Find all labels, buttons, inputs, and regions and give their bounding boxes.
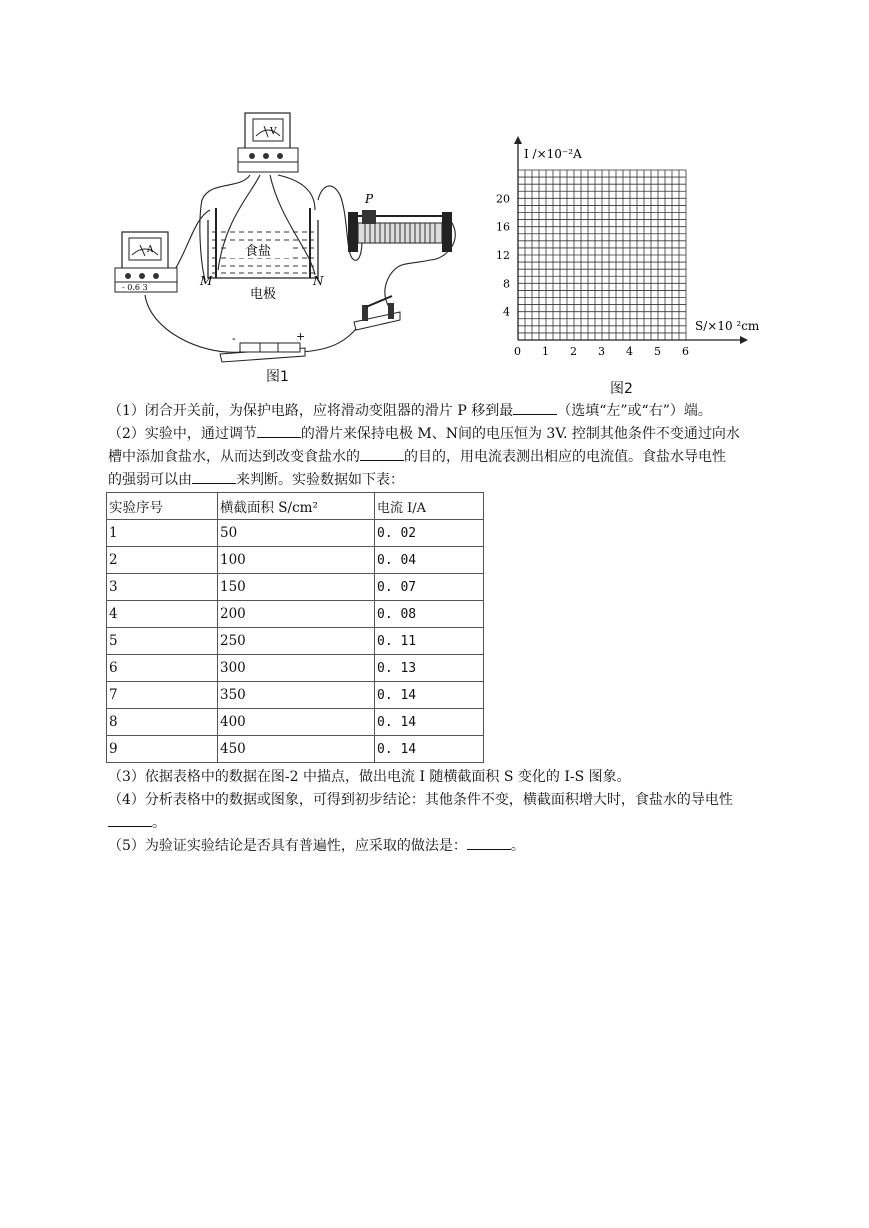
q2-text-b: 的滑片来保持电极 M、N间的电压恒为 3V. 控制其他条件不变通过向水 [300, 426, 740, 442]
table-cell: 2 [107, 547, 218, 574]
table-row [107, 547, 484, 574]
x-tick-label: 0 [514, 345, 521, 358]
header-cell: 实验序号 [107, 493, 218, 520]
table-cell: 100 [218, 547, 375, 574]
figure2-caption: 图2 [610, 381, 633, 397]
table-row [107, 655, 484, 682]
table-cell: 200 [218, 601, 375, 628]
table-cell: 0. 14 [375, 709, 484, 736]
header-cell: 横截面积 S/cm² [218, 493, 375, 520]
battery [220, 330, 305, 362]
table-cell: 0. 07 [375, 574, 484, 601]
table-cell: 0. 11 [375, 628, 484, 655]
switch [354, 296, 400, 330]
x-tick-label: 6 [682, 345, 689, 358]
figure2-grid-chart [490, 130, 780, 370]
header-cell: 电流 I/A [375, 493, 484, 520]
ammeter [115, 232, 177, 292]
q4-suffix: 。 [152, 815, 166, 831]
svg-text:N: N [313, 274, 324, 288]
q5-suffix: 。 [510, 838, 525, 854]
question-3 [108, 766, 631, 788]
question-4-line-1 [108, 789, 733, 811]
table-cell: 400 [218, 709, 375, 736]
question-2-line-1 [108, 423, 740, 445]
q1-suffix: （选填“左”或“右”）端。 [557, 403, 712, 419]
table-cell: 450 [218, 736, 375, 763]
salt-label: 食盐 [245, 244, 272, 259]
table-row [107, 682, 484, 709]
rheostat [348, 192, 452, 252]
x-tick-label: 3 [598, 345, 605, 358]
svg-text:- 0.6 3: - 0.6 3 [122, 283, 148, 292]
table-cell: 0. 14 [375, 682, 484, 709]
svg-text:A: A [147, 245, 154, 255]
table-row [107, 736, 484, 763]
table-cell: 5 [107, 628, 218, 655]
salt-water-tank [199, 208, 324, 302]
table-cell: 50 [218, 520, 375, 547]
data-table [106, 492, 484, 763]
x-axis-label: S/×10 ²cm [695, 319, 760, 333]
answer-blank[interactable] [257, 423, 301, 438]
table-cell: 150 [218, 574, 375, 601]
answer-blank[interactable] [360, 446, 404, 461]
table-cell: 350 [218, 682, 375, 709]
x-tick-label: 1 [542, 345, 549, 358]
svg-text:+: + [296, 330, 306, 343]
table-cell: 0. 13 [375, 655, 484, 682]
svg-text:-: - [232, 332, 236, 345]
table-row [107, 601, 484, 628]
table-cell: 3 [107, 574, 218, 601]
table-cell: 1 [107, 520, 218, 547]
question-4-line-2 [108, 812, 166, 834]
figure1-caption: 图1 [266, 369, 289, 385]
table-row [107, 520, 484, 547]
table-cell: 0. 04 [375, 547, 484, 574]
svg-text:M: M [200, 274, 213, 288]
q2-text-e: 的强弱可以由 [108, 472, 192, 488]
q2-text-a: （2）实验中，通过调节 [108, 426, 257, 442]
voltmeter [238, 113, 298, 173]
table-row [107, 709, 484, 736]
table-cell: 6 [107, 655, 218, 682]
question-1 [108, 400, 712, 422]
q2-text-c: 槽中添加食盐水，从而达到改变食盐水的 [108, 449, 360, 465]
y-tick-label: 4 [503, 305, 510, 319]
q2-text-d: 的目的，用电流表测出相应的电流值。食盐水导电性 [404, 449, 726, 465]
table-cell: 8 [107, 709, 218, 736]
answer-blank[interactable] [467, 835, 511, 850]
q1-text: （1）闭合开关前，为保护电路，应将滑动变阻器的滑片 P 移到最 [108, 403, 514, 419]
table-cell: 250 [218, 628, 375, 655]
x-tick-label: 4 [626, 345, 633, 358]
y-axis-label: I /×10⁻²A [524, 147, 582, 161]
table-cell: 7 [107, 682, 218, 709]
y-tick-label: 8 [503, 277, 510, 291]
svg-text:P: P [365, 192, 374, 206]
table-cell: 0. 08 [375, 601, 484, 628]
answer-blank[interactable] [108, 812, 152, 827]
question-5 [108, 835, 525, 857]
svg-text:V: V [270, 127, 277, 137]
circuit-diagram [100, 100, 480, 400]
q4-text: （4）分析表格中的数据或图象，可得到初步结论：其他条件不变，横截面积增大时，食盐水的导电性 [108, 792, 733, 808]
x-tick-label: 2 [570, 345, 577, 358]
table-row [107, 628, 484, 655]
x-tick-label: 5 [654, 345, 661, 358]
answer-blank[interactable] [192, 469, 236, 484]
q3-text: （3）依据表格中的数据在图-2 中描点，做出电流 I 随横截面积 S 变化的 I-S 图象。 [108, 769, 631, 785]
y-tick-label: 20 [496, 192, 510, 206]
table-row [107, 574, 484, 601]
question-2-line-2 [108, 446, 726, 468]
y-tick-label: 12 [496, 249, 510, 262]
table-header-row [107, 493, 484, 520]
answer-blank[interactable] [513, 400, 557, 415]
table-cell: 0. 14 [375, 736, 484, 763]
y-tick-label: 16 [496, 220, 510, 234]
electrode-label: 电极 [250, 287, 277, 302]
table-cell: 9 [107, 736, 218, 763]
q2-text-f: 来判断。实验数据如下表： [236, 472, 404, 488]
table-cell: 4 [107, 601, 218, 628]
q5-text: （5）为验证实验结论是否具有普遍性，应采取的做法是： [108, 838, 467, 854]
table-cell: 300 [218, 655, 375, 682]
question-2-line-3 [108, 469, 404, 491]
table-cell: 0. 02 [375, 520, 484, 547]
